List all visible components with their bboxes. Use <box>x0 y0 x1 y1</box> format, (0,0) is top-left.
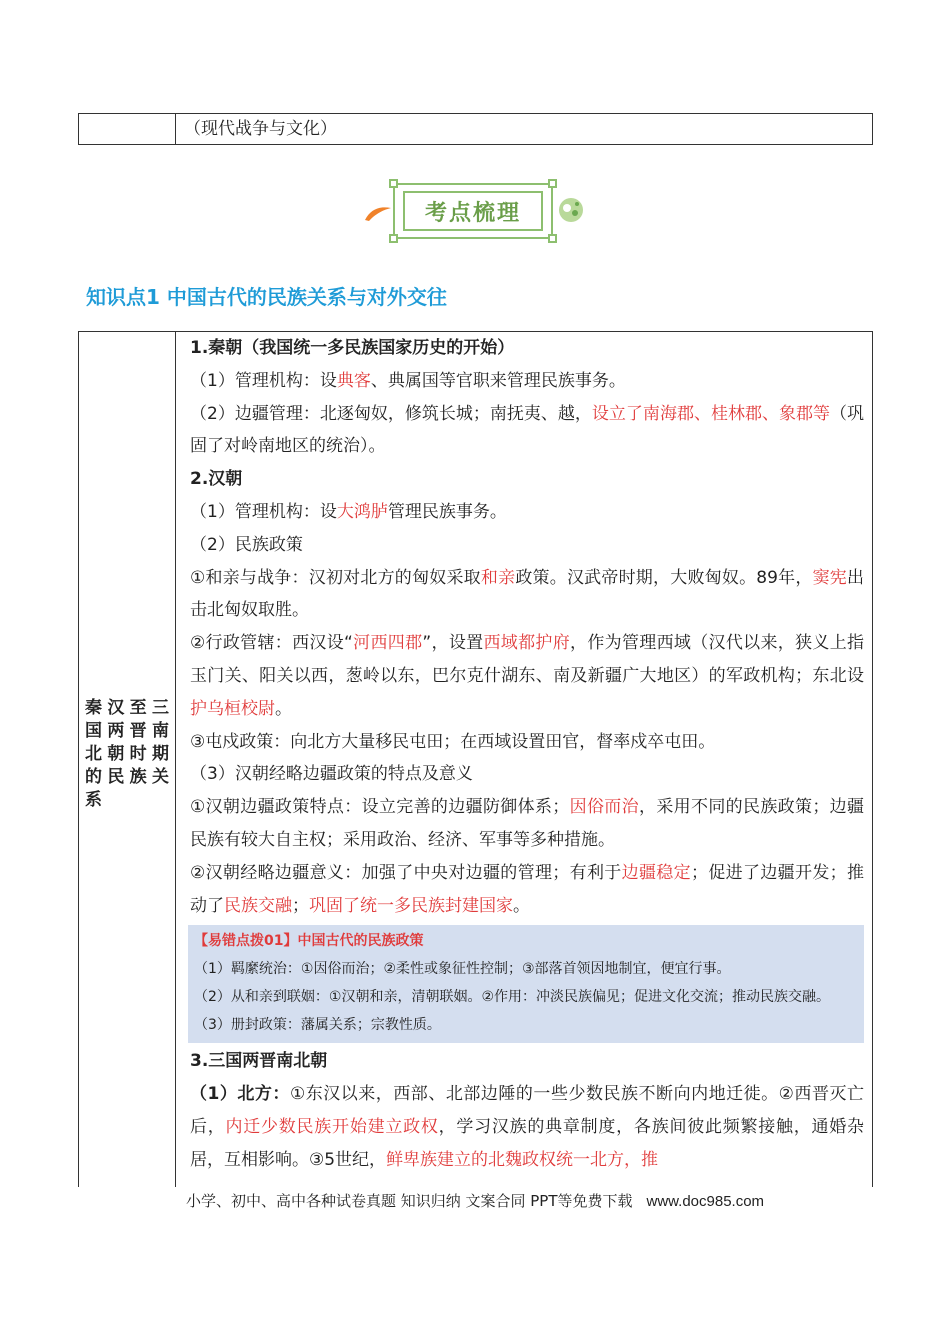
qin-paragraph-2: （2）边疆管理：北逐匈奴，修筑长城；南抚夷、越，设立了南海郡、桂林郡、象郡等（巩固了对岭南地区的统治）。 <box>190 403 864 457</box>
qin-paragraph-1: （1）管理机构：设典客、典属国等官职来管理民族事务。 <box>190 370 626 391</box>
corner-icon <box>389 179 398 188</box>
han-paragraph-8: ②汉朝经略边疆意义：加强了中央对边疆的管理；有利于边疆稳定；促进了边疆开发；推动了民族交融；巩固了统一多民族封建国家。 <box>190 862 865 916</box>
footer-text: 小学、初中、高中各种试卷真题 知识归纳 文案合同 PPT等免费下载 <box>185 1192 633 1210</box>
dot-cluster-icon <box>557 196 585 224</box>
badge-frame <box>393 183 553 239</box>
top-table-cell-text: （现代战争与文化） <box>184 119 337 139</box>
leaf-icon <box>363 204 393 222</box>
corner-icon <box>548 234 557 243</box>
tip-box <box>188 925 864 1043</box>
knowledge-point-title: 知识点1 中国古代的民族关系与对外交往 <box>86 285 447 309</box>
top-table-cell-empty <box>79 114 176 144</box>
tip-line-2: （2）从和亲到联姻：①汉朝和亲，清朝联姻。②作用：冲淡民族偏见；促进文化交流；推动民族交融。 <box>194 989 831 1006</box>
sanguo-heading: 3.三国两晋南北朝 <box>190 1051 328 1072</box>
top-table <box>78 113 873 145</box>
footer <box>0 1190 950 1211</box>
footer-url[interactable]: www.doc985.com <box>646 1193 765 1210</box>
han-paragraph-5: ③屯戍政策：向北方大量移民屯田；在西域设置田官，督率戍卒屯田。 <box>190 731 716 752</box>
han-heading: 2.汉朝 <box>190 469 243 490</box>
tip-line-3: （3）册封政策：藩属关系；宗教性质。 <box>194 1017 441 1034</box>
tip-line-1: （1）羁縻统治：①因俗而治；②柔性或象征性控制；③部落首领因地制宜，便宜行事。 <box>194 961 731 978</box>
corner-icon <box>548 179 557 188</box>
corner-icon <box>389 234 398 243</box>
han-paragraph-4: ②行政管辖：西汉设“河西四郡”，设置西域都护府，作为管理西域（汉代以来，狭义上指玉门关、阳关以西，葱岭以东，巴尔克什湖东、南及新疆广大地区）的军政机构；东北设护乌桓校尉。 <box>190 633 865 719</box>
tip-title: 【易错点拨01】中国古代的民族政策 <box>194 933 424 950</box>
han-paragraph-6: （3）汉朝经略边疆政策的特点及意义 <box>190 764 473 785</box>
side-label: 秦汉至三国两晋南北朝时期的民族关系 <box>85 698 169 810</box>
section-badge <box>363 180 588 244</box>
han-paragraph-7: ①汉朝边疆政策特点：设立完善的边疆防御体系；因俗而治，采用不同的民族政策；边疆民族有较大自主权；采用政治、经济、军事等多种措施。 <box>190 797 865 850</box>
badge-label: 考点梳理 <box>424 200 521 226</box>
han-paragraph-3: ①和亲与战争：汉初对北方的匈奴采取和亲政策。汉武帝时期，大败匈奴。89年，窦宪出击北匈奴取胜。 <box>190 567 865 621</box>
content-table <box>78 331 873 1187</box>
qin-heading: 1.秦朝（我国统一多民族国家历史的开始） <box>190 338 515 358</box>
side-label-cell <box>79 332 176 1187</box>
sanguo-paragraph-1: （1）北方：①东汉以来，西部、北部边陲的一些少数民族不断向内地迁徙。②西晋灭亡后，内迁少数民族开始建立政权，学习汉族的典章制度，各族间彼此频繁接触，通婚杂居，互相影响。③5世纪，鲜卑族建立的北魏政权统一北方，推 <box>190 1084 865 1170</box>
han-paragraph-1: （1）管理机构：设大鸿胪管理民族事务。 <box>190 501 507 522</box>
han-paragraph-2: （2）民族政策 <box>190 534 303 555</box>
content-cell <box>176 332 872 1187</box>
